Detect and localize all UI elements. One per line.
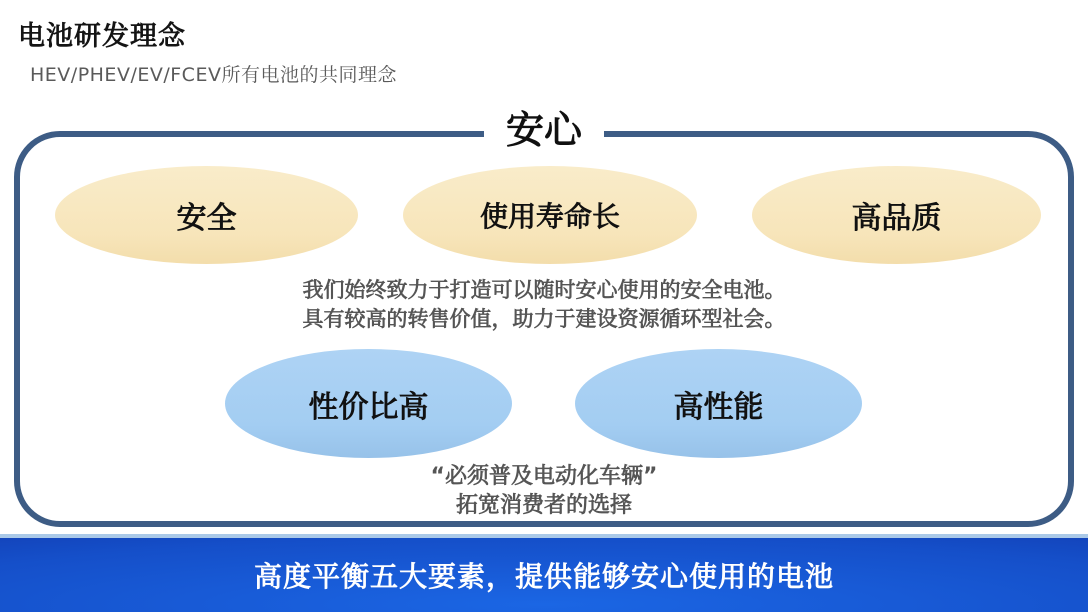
- ellipse-cost-performance: [225, 349, 512, 458]
- ellipse-safety: [55, 166, 358, 264]
- page-title: 电池研发理念: [18, 21, 186, 52]
- ellipse-long-life-label: 使用寿命长: [479, 200, 620, 233]
- ellipse-high-quality: [752, 166, 1041, 264]
- footer-banner-text: 高度平衡五大要素，提供能够安心使用的电池: [253, 560, 834, 593]
- ellipse-high-performance: [575, 349, 862, 458]
- quote-block: [0, 462, 1088, 520]
- page-subtitle: HEV/PHEV/EV/FCEV所有电池的共同理念: [30, 64, 397, 86]
- quote-line1: “必须普及电动化车辆”: [430, 464, 658, 489]
- footer-banner: [0, 538, 1088, 612]
- middle-description-line1: 我们始终致力于打造可以随时安心使用的安全电池。: [302, 278, 786, 302]
- ellipse-long-life: [403, 166, 697, 264]
- ellipse-high-performance-label: 高性能: [673, 389, 764, 425]
- panel-heading: 安心: [484, 104, 604, 156]
- middle-description: [0, 276, 1088, 334]
- ellipse-cost-performance-label: 性价比高: [308, 389, 429, 425]
- middle-description-line2: 具有较高的转售价值，助力于建设资源循环型社会。: [302, 307, 786, 331]
- ellipse-safety-label: 安全: [176, 201, 237, 236]
- ellipse-high-quality-label: 高品质: [851, 201, 942, 236]
- quote-line2: 拓宽消费者的选择: [455, 493, 632, 518]
